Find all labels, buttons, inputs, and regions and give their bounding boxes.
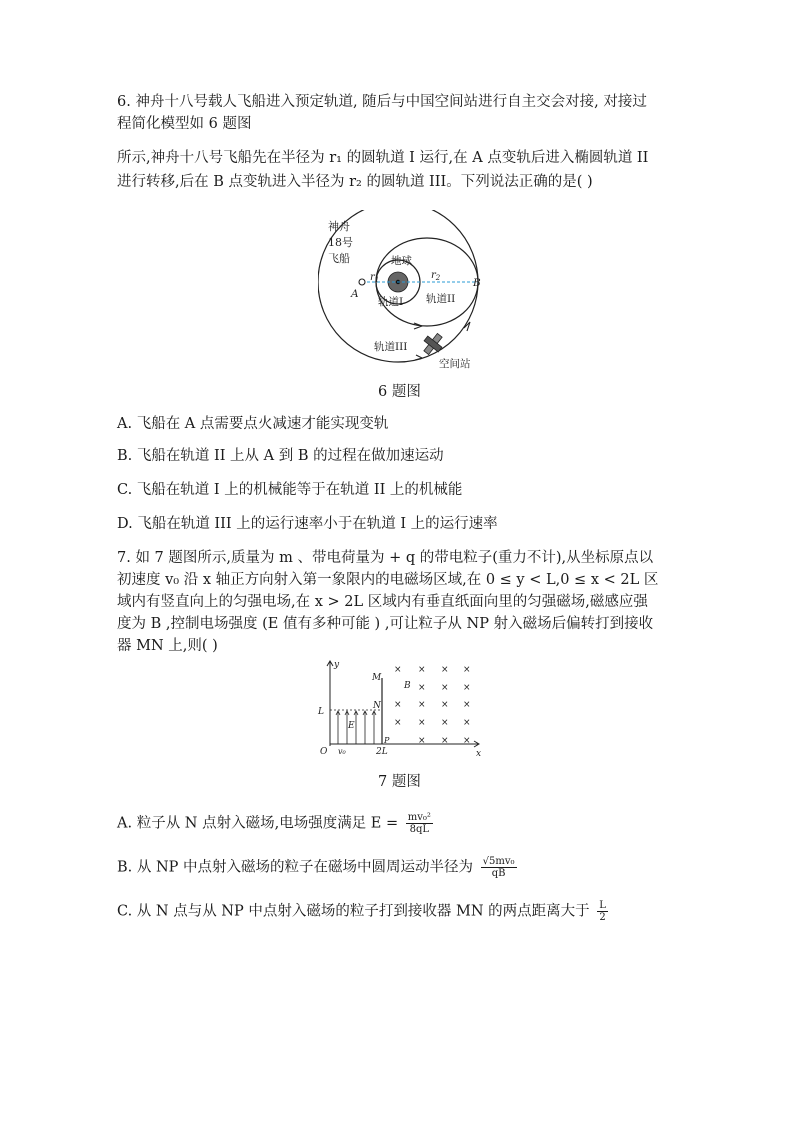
svg-text:×: × — [463, 736, 471, 746]
svg-text:×: × — [441, 665, 449, 675]
q7-option-c-fraction — [597, 900, 608, 923]
l-label: L — [318, 707, 324, 717]
r1-label: $r_1$ — [370, 272, 380, 284]
svg-text:×: × — [441, 718, 449, 728]
ship-label-2: 18号 — [328, 236, 353, 249]
q6-caption: 6 题图 — [378, 384, 421, 400]
svg-text:×: × — [394, 700, 402, 710]
q7-option-a — [117, 812, 433, 835]
svg-text:×: × — [394, 665, 402, 675]
point-a-dot — [359, 279, 365, 285]
v0-label: v₀ — [338, 747, 346, 756]
earth-label: 地球 — [391, 255, 412, 267]
q6-stem-line-4: 进行转移,后在 B 点变轨进入半径为 r₂ 的圆轨道 III。下列说法正确的是( ) — [117, 174, 593, 190]
e-label: E — [348, 721, 355, 731]
q7-option-c-text: C. 从 N 点与从 NP 中点射入磁场的粒子打到接收器 MN 的两点距离大于 — [117, 903, 590, 920]
x-axis-label: x — [476, 749, 482, 758]
q7-option-c-denominator: 2 — [599, 912, 606, 923]
q6-option-c: C. 飞船在轨道 I 上的机械能等于在轨道 II 上的机械能 — [117, 482, 463, 498]
e-field-lines — [336, 711, 376, 744]
q7-option-a-denominator: 8qL — [409, 824, 430, 835]
q7-stem-line-5: 器 MN 上,则( ) — [117, 638, 218, 654]
point-b-label: B — [473, 277, 481, 289]
two-l-label: 2L — [376, 747, 388, 757]
svg-text:×: × — [418, 718, 426, 728]
b-field-crosses — [394, 665, 471, 746]
svg-text:×: × — [463, 700, 471, 710]
q7-option-a-fraction — [406, 812, 433, 835]
svg-text:×: × — [441, 700, 449, 710]
orbit-2-arrow — [414, 323, 422, 329]
q7-stem-line-2: 初速度 v₀ 沿 x 轴正方向射入第一象限内的电磁场区域,在 0 ≤ y < L,0 ≤ x < 2L 区 — [117, 572, 659, 588]
q7-stem-line-3: 域内有竖直向上的匀强电场,在 x > 2L 区域内有垂直纸面向里的匀强磁场,磁感应强 — [117, 594, 648, 610]
y-axis-label: y — [334, 660, 340, 670]
svg-text:×: × — [463, 665, 471, 675]
q7-stem-line-4: 度为 B ,控制电场强度 (E 值有多种可能 ) ,可让粒子从 NP 射入磁场后偏转打到接收 — [117, 616, 654, 632]
q7-option-c — [117, 900, 608, 923]
svg-text:×: × — [418, 736, 426, 746]
svg-text:×: × — [441, 683, 449, 693]
q7-caption: 7 题图 — [378, 774, 421, 790]
b-label: B — [404, 681, 411, 691]
svg-text:×: × — [394, 718, 402, 728]
svg-text:×: × — [418, 683, 426, 693]
q7-option-a-numerator: mv₀² — [407, 812, 431, 823]
svg-text:×: × — [463, 683, 471, 693]
q6-option-d: D. 飞船在轨道 III 上的运行速率小于在轨道 I 上的运行速率 — [117, 516, 498, 532]
svg-text:×: × — [418, 665, 426, 675]
q7-option-b-denominator: qB — [491, 868, 506, 879]
q7-stem-line-1: 7. 如 7 题图所示,质量为 m 、带电荷量为 + q 的带电粒子(重力不计),从坐标原点以 — [117, 550, 654, 566]
svg-text:×: × — [441, 736, 449, 746]
ship-label-1: 神舟 — [328, 220, 350, 233]
q6-stem-line-2: 程简化模型如 6 题图 — [117, 116, 252, 132]
n-label: N — [373, 701, 381, 711]
q6-option-b: B. 飞船在轨道 II 上从 A 到 B 的过程在做加速运动 — [117, 448, 444, 464]
q7-option-b-fraction — [481, 856, 517, 879]
orbit-2-label: 轨道II — [426, 293, 456, 305]
point-a-label: A — [351, 288, 359, 300]
r2-label: $r_2$ — [431, 270, 441, 282]
q7-option-a-text: A. 粒子从 N 点射入磁场,电场强度满足 E = — [117, 815, 399, 832]
origin-label: O — [320, 747, 328, 757]
station-label: 空间站 — [439, 358, 471, 370]
q6-stem-line-1: 6. 神舟十八号载人飞船进入预定轨道, 随后与中国空间站进行自主交会对接, 对接过 — [117, 94, 647, 110]
orbit-1-label: 轨道I — [378, 296, 404, 308]
p-label: P — [384, 736, 390, 745]
svg-text:×: × — [418, 700, 426, 710]
q7-option-c-numerator: L — [599, 900, 606, 911]
q6-orbit-figure — [318, 210, 518, 372]
orbit-3-label: 轨道III — [374, 341, 408, 353]
q7-option-b-numerator: √5mv₀ — [482, 856, 515, 867]
q7-option-b — [117, 856, 517, 879]
ship-label-3: 飞船 — [328, 252, 350, 265]
q7-option-b-text: B. 从 NP 中点射入磁场的粒子在磁场中圆周运动半径为 — [117, 859, 474, 876]
svg-text:×: × — [463, 718, 471, 728]
q6-option-a: A. 飞船在 A 点需要点火减速才能实现变轨 — [117, 416, 389, 432]
m-label: M — [372, 673, 382, 683]
q6-stem-line-3: 所示,神舟十八号飞船先在半径为 r₁ 的圆轨道 I 运行,在 A 点变轨后进入椭圆轨道 II — [117, 150, 649, 166]
q7-field-figure — [310, 658, 485, 758]
